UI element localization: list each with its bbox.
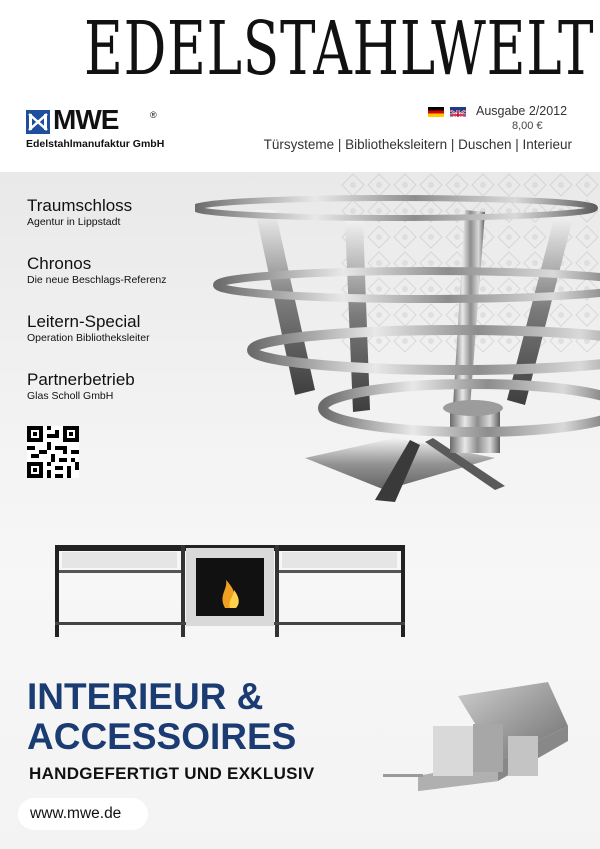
issue-info	[428, 104, 573, 120]
fireplace-console-image	[50, 540, 410, 640]
teaser-item	[27, 312, 227, 345]
teaser-subtitle: Glas Scholl GmbH	[27, 390, 114, 402]
qr-code-icon[interactable]	[27, 426, 79, 478]
logo-company-name: Edelstahlmanufaktur GmbH	[26, 138, 165, 150]
teaser-item	[27, 196, 227, 229]
steel-bowl-image	[195, 190, 600, 510]
teaser-item	[27, 254, 227, 287]
registered-mark: ®	[150, 110, 157, 120]
flag-germany-icon	[428, 107, 444, 117]
teaser-item	[27, 370, 227, 403]
cover-headline	[27, 677, 296, 757]
headline-line-2: ACCESSOIRES	[27, 716, 297, 757]
cover-price: 8,00 €	[512, 120, 543, 132]
teaser-subtitle: Die neue Beschlags-Referenz	[27, 274, 167, 286]
topic-bar: Türsysteme | Bibliotheksleitern | Duschen | Interieur	[263, 137, 572, 152]
logo-mark-icon	[26, 110, 50, 134]
mwe-logo	[26, 104, 166, 160]
issue-number: Ausgabe 2/2012	[476, 104, 568, 118]
teaser-subtitle: Agentur in Lippstadt	[27, 216, 121, 228]
magazine-title: EDELSTAHLWELT	[83, 6, 595, 92]
flag-uk-icon	[450, 107, 466, 117]
masthead	[0, 0, 600, 172]
teaser-title: Partnerbetrieb	[27, 370, 135, 389]
teaser-title: Chronos	[27, 254, 92, 273]
teaser-subtitle: Operation Bibliotheksleiter	[27, 332, 150, 344]
teaser-title: Traumschloss	[27, 196, 133, 215]
headline-line-1: INTERIEUR &	[27, 676, 264, 717]
hole-punch-image	[378, 666, 578, 806]
cover-subline: HANDGEFERTIGT UND EXKLUSIV	[29, 764, 315, 783]
teaser-title: Leitern-Special	[27, 312, 141, 331]
website-link[interactable]: www.mwe.de	[30, 805, 122, 822]
logo-wordmark: MWE	[53, 104, 119, 135]
